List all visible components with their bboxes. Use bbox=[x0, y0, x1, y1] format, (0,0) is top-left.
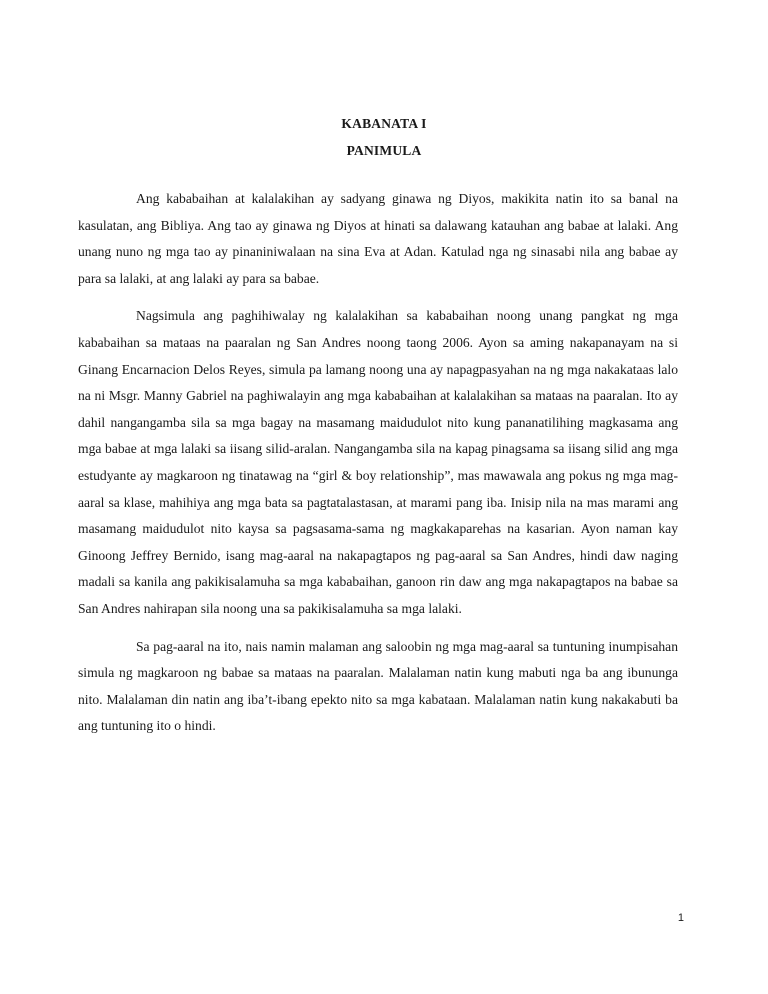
page-number: 1 bbox=[677, 912, 684, 924]
section-title: PANIMULA bbox=[346, 143, 422, 158]
body-text bbox=[78, 186, 678, 751]
paragraph-2: Nagsimula ang paghihiwalay ng kalalakihan sa kababaihan noong unang pangkat ng mga kababaihan sa mataas na paaralan ng San Andres noong taong 2006. Ayon sa aming nakapanayam na si Ginang Encarnacion Delos Reyes, simula pa lamang noong una ay napagpasyahan na ng mga nakakataas lalo na ni Msgr. Manny Gabriel na paghiwalayin ang mga kababaihan at kalalakihan sa mataas na paaralan. Ito ay dahil nangangamba sila sa mga bagay na masamang maidudulot nito kung pananatilihing magkasama ang mga babae at mga lalaki sa iisang silid-aralan. Nangangamba sila na kapag pinagsama sa iisang silid ang mga estudyante ay magkaroon ng tinatawag na “girl & boy relationship”, mas mawawala ang pokus ng mga mag-aaral sa klase, mahihiya ang mga bata sa pagtatalastasan, at marami pang iba. Inisip nila na mas marami ang masamang maidudulot nito kaysa sa pagsasama-sama ng magkakaparehas na kasarian. Ayon naman kay Ginoong Jeffrey Bernido, isang mag-aaral na nakapagtapos ng pag-aaral sa San Andres, hindi daw naging madali sa kanila ang pakikisalamuha sa mga kababaihan, ganoon rin daw ang mga nakapagtapos na babae sa San Andres nahirapan sila noong una sa pakikisalamuha sa mga lalaki. bbox=[78, 308, 678, 616]
chapter-title: KABANATA I bbox=[341, 116, 427, 131]
paragraph-3: Sa pag-aaral na ito, nais namin malaman ang saloobin ng mga mag-aaral sa tuntuning inumpisahan simula ng magkaroon ng babae sa mataas na paaralan. Malalaman natin kung mabuti nga ba ang ibununga nito. Malalaman din natin ang iba’t-ibang epekto nito sa mga kabataan. Malalaman natin kung nakakabuti ba ang tuntuning ito o hindi. bbox=[78, 638, 678, 734]
paragraph-1: Ang kababaihan at kalalakihan ay sadyang ginawa ng Diyos, makikita natin ito sa banal na kasulatan, ang Bibliya. Ang tao ay ginawa ng Diyos at hinati sa dalawang katauhan ang babae at lalaki. Ang unang nuno ng mga tao ay pinaniniwalaan na sina Eva at Adan. Katulad nga ng sinasabi nila ang babae ay para sa lalaki, at ang lalaki ay para sa babae. bbox=[78, 191, 678, 286]
